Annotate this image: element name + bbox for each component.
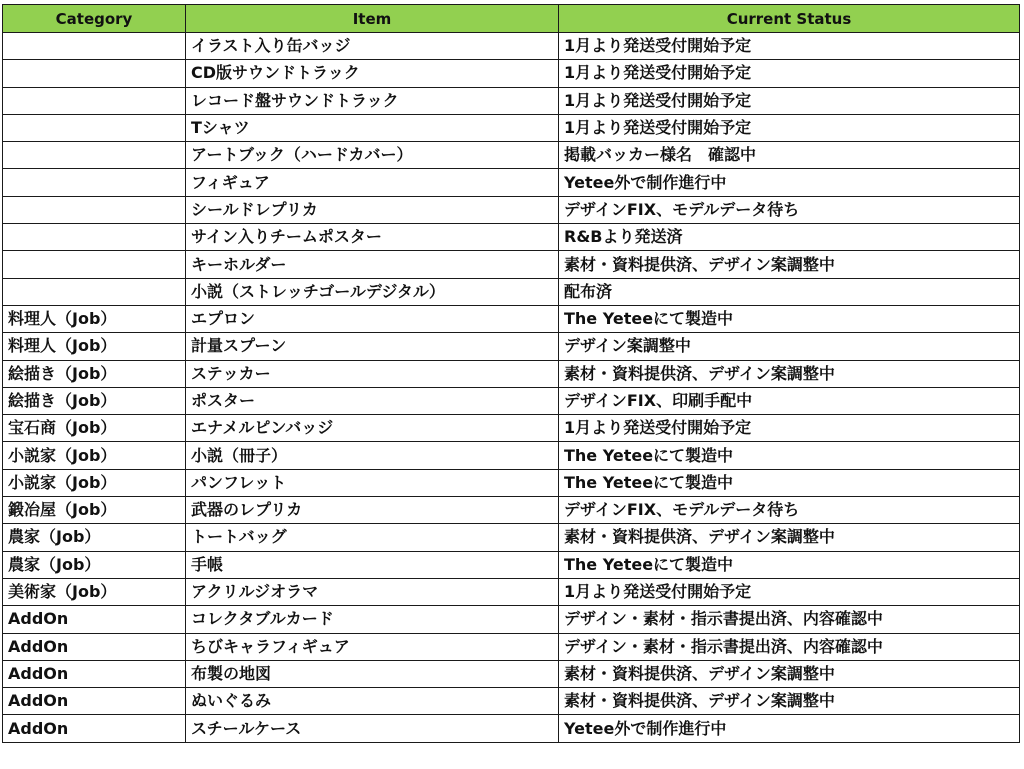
status-cell: 素材・資料提供済、デザイン案調整中	[559, 360, 1020, 387]
item-cell: 布製の地図	[186, 660, 559, 687]
item-cell: エナメルピンバッジ	[186, 415, 559, 442]
status-cell: 素材・資料提供済、デザイン案調整中	[559, 524, 1020, 551]
table-row	[3, 415, 1020, 442]
table-row	[3, 606, 1020, 633]
item-cell: CD版サウンドトラック	[186, 60, 559, 87]
item-cell: フィギュア	[186, 169, 559, 196]
header-row	[3, 5, 1020, 33]
table-row	[3, 497, 1020, 524]
status-cell: デザインFIX、モデルデータ待ち	[559, 497, 1020, 524]
status-cell: The Yeteeにて製造中	[559, 305, 1020, 332]
status-cell: Yetee外で制作進行中	[559, 169, 1020, 196]
item-cell: コレクタブルカード	[186, 606, 559, 633]
table-row	[3, 660, 1020, 687]
status-cell: 素材・資料提供済、デザイン案調整中	[559, 251, 1020, 278]
status-cell: 素材・資料提供済、デザイン案調整中	[559, 688, 1020, 715]
category-cell: 美術家（Job）	[3, 578, 186, 605]
category-cell	[3, 33, 186, 60]
item-cell: ポスター	[186, 387, 559, 414]
table-header	[3, 5, 1020, 33]
header-status: Current Status	[559, 5, 1020, 33]
header-category: Category	[3, 5, 186, 33]
status-cell: デザインFIX、印刷手配中	[559, 387, 1020, 414]
table-row	[3, 442, 1020, 469]
table-body	[3, 33, 1020, 743]
table-row	[3, 715, 1020, 742]
table-row	[3, 578, 1020, 605]
category-cell: 小説家（Job）	[3, 469, 186, 496]
status-cell: デザイン案調整中	[559, 333, 1020, 360]
status-cell: 配布済	[559, 278, 1020, 305]
status-cell: Yetee外で制作進行中	[559, 715, 1020, 742]
category-cell: AddOn	[3, 606, 186, 633]
status-cell: R&Bより発送済	[559, 224, 1020, 251]
item-cell: アートブック（ハードカバー）	[186, 142, 559, 169]
item-cell: アクリルジオラマ	[186, 578, 559, 605]
item-cell: 手帳	[186, 551, 559, 578]
category-cell: 小説家（Job）	[3, 442, 186, 469]
table-row	[3, 688, 1020, 715]
category-cell	[3, 87, 186, 114]
table-row	[3, 360, 1020, 387]
item-cell: 武器のレプリカ	[186, 497, 559, 524]
status-cell: 1月より発送受付開始予定	[559, 578, 1020, 605]
table-row	[3, 251, 1020, 278]
item-cell: サイン入りチームポスター	[186, 224, 559, 251]
table-row	[3, 142, 1020, 169]
status-cell: 1月より発送受付開始予定	[559, 114, 1020, 141]
category-cell	[3, 169, 186, 196]
item-cell: ステッカー	[186, 360, 559, 387]
category-cell: 鍛冶屋（Job）	[3, 497, 186, 524]
status-cell: The Yeteeにて製造中	[559, 551, 1020, 578]
status-cell: デザイン・素材・指示書提出済、内容確認中	[559, 606, 1020, 633]
category-cell	[3, 278, 186, 305]
item-cell: Tシャツ	[186, 114, 559, 141]
table-row	[3, 633, 1020, 660]
status-cell: 1月より発送受付開始予定	[559, 415, 1020, 442]
table-row	[3, 469, 1020, 496]
item-cell: シールドレプリカ	[186, 196, 559, 223]
item-cell: トートバッグ	[186, 524, 559, 551]
table-row	[3, 114, 1020, 141]
table-row	[3, 60, 1020, 87]
category-cell: 農家（Job）	[3, 551, 186, 578]
table-row	[3, 333, 1020, 360]
status-cell: デザイン・素材・指示書提出済、内容確認中	[559, 633, 1020, 660]
status-cell: デザインFIX、モデルデータ待ち	[559, 196, 1020, 223]
status-cell: The Yeteeにて製造中	[559, 469, 1020, 496]
table-row	[3, 305, 1020, 332]
item-cell: 小説（ストレッチゴールデジタル）	[186, 278, 559, 305]
header-item: Item	[186, 5, 559, 33]
item-cell: ちびキャラフィギュア	[186, 633, 559, 660]
item-cell: エプロン	[186, 305, 559, 332]
category-cell: 料理人（Job）	[3, 333, 186, 360]
table-row	[3, 196, 1020, 223]
category-cell	[3, 251, 186, 278]
status-table-container	[2, 4, 1019, 743]
category-cell	[3, 196, 186, 223]
item-cell: 小説（冊子）	[186, 442, 559, 469]
category-cell: 絵描き（Job）	[3, 360, 186, 387]
category-cell: 宝石商（Job）	[3, 415, 186, 442]
category-cell	[3, 114, 186, 141]
category-cell: 料理人（Job）	[3, 305, 186, 332]
category-cell: 絵描き（Job）	[3, 387, 186, 414]
table-row	[3, 387, 1020, 414]
status-cell: 素材・資料提供済、デザイン案調整中	[559, 660, 1020, 687]
status-cell: 1月より発送受付開始予定	[559, 60, 1020, 87]
table-row	[3, 524, 1020, 551]
item-cell: ぬいぐるみ	[186, 688, 559, 715]
item-cell: レコード盤サウンドトラック	[186, 87, 559, 114]
category-cell: AddOn	[3, 688, 186, 715]
item-cell: キーホルダー	[186, 251, 559, 278]
category-cell	[3, 60, 186, 87]
status-cell: 1月より発送受付開始予定	[559, 87, 1020, 114]
category-cell: AddOn	[3, 633, 186, 660]
table-row	[3, 169, 1020, 196]
category-cell	[3, 224, 186, 251]
item-cell: イラスト入り缶バッジ	[186, 33, 559, 60]
item-cell: スチールケース	[186, 715, 559, 742]
category-cell: AddOn	[3, 715, 186, 742]
table-row	[3, 224, 1020, 251]
status-table	[2, 4, 1020, 743]
category-cell: AddOn	[3, 660, 186, 687]
table-row	[3, 551, 1020, 578]
category-cell: 農家（Job）	[3, 524, 186, 551]
item-cell: パンフレット	[186, 469, 559, 496]
table-row	[3, 87, 1020, 114]
status-cell: The Yeteeにて製造中	[559, 442, 1020, 469]
status-cell: 掲載バッカー様名 確認中	[559, 142, 1020, 169]
table-row	[3, 278, 1020, 305]
table-row	[3, 33, 1020, 60]
status-cell: 1月より発送受付開始予定	[559, 33, 1020, 60]
category-cell	[3, 142, 186, 169]
item-cell: 計量スプーン	[186, 333, 559, 360]
